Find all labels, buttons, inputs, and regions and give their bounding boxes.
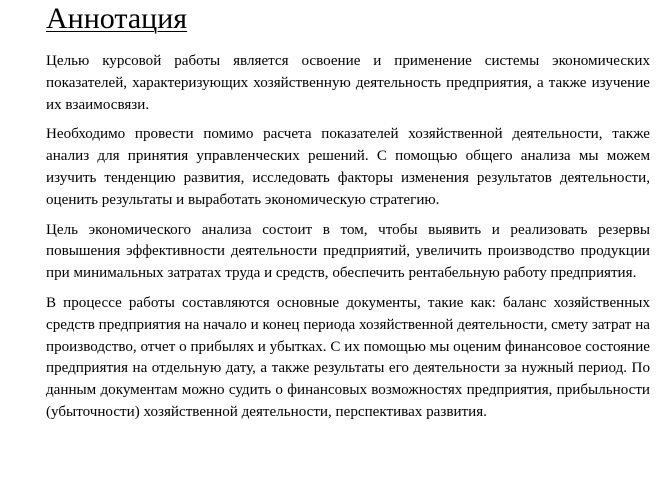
paragraph-analysis: Необходимо провести помимо расчета показателей хозяйственной деятельности, также анализ для принятия управленческих решений. С помощью общего анализа мы можем изучить тенденцию развития, исследовать факторы изменения результатов деятельности, оценить результаты и выработать экономическую стратегию. xyxy=(46,126,650,208)
annotation-heading: Аннотация xyxy=(46,2,188,35)
paragraph-documents: В процессе работы составляются основные документы, такие как: баланс хозяйственных средств предприятия на начало и конец периода хозяйственной деятельности, смету затрат на производство, отчет о прибылях и убытках. С их помощью мы оценим финансовое состояние предприятия на отдельную дату, а также результаты его деятельности за нужный период. По данным документам можно судить о финансовых возможностях предприятия, прибыльности (убыточности) хозяйственной деятельности, перспективах развития. xyxy=(46,294,650,420)
paragraph-economic-analysis: Цель экономического анализа состоит в том, чтобы выявить и реализовать резервы повышения эффективности деятельности предприятий, увеличить производство продукции при минимальных затратах труда и средств, обеспечить рентабельную работу предприятия. xyxy=(46,221,650,282)
paragraph-goal: Целью курсовой работы является освоение и применение системы экономических показателей, характеризующих хозяйственную деятельность предприятия, а также изучение их взаимосвязи. xyxy=(46,53,650,113)
document-page xyxy=(46,0,650,424)
